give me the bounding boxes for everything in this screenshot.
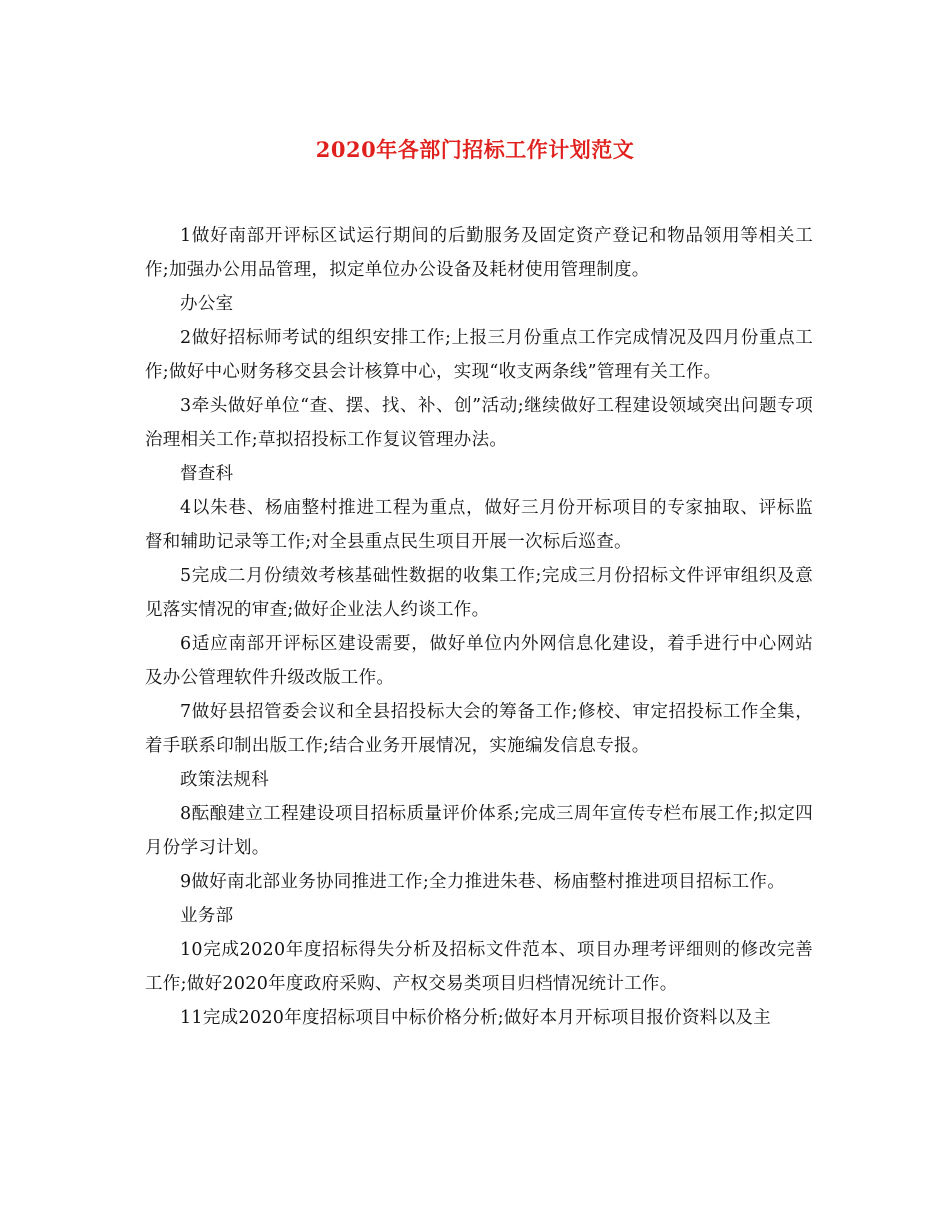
section-heading-policy: 政策法规科 — [180, 770, 269, 790]
document-title: 2020年各部门招标工作计划范文 — [315, 137, 635, 162]
document-body — [145, 219, 813, 1035]
paragraph-10: 10完成2020年度招标得失分析及招标文件范本、项目办理考评细则的修改完善工作;做好2020年度政府采购、产权交易类项目归档情况统计工作。 — [145, 940, 813, 994]
paragraph-4: 4以朱巷、杨庙整村推进工程为重点，做好三月份开标项目的专家抽取、评标监督和辅助记录等工作;对全县重点民生项目开展一次标后巡查。 — [145, 498, 813, 552]
paragraph-8: 8酝酿建立工程建设项目招标质量评价体系;完成三周年宣传专栏布展工作;拟定四月份学习计划。 — [145, 804, 813, 858]
paragraph-2: 2做好招标师考试的组织安排工作;上报三月份重点工作完成情况及四月份重点工作;做好中心财务移交县会计核算中心，实现“收支两条线”管理有关工作。 — [145, 328, 813, 382]
paragraph-9: 9做好南北部业务协同推进工作;全力推进朱巷、杨庙整村推进项目招标工作。 — [180, 872, 786, 892]
section-heading-inspection: 督查科 — [180, 464, 234, 484]
paragraph-3: 3牵头做好单位“查、摆、找、补、创”活动;继续做好工程建设领域突出问题专项治理相关工作;草拟招投标工作复议管理办法。 — [145, 396, 813, 450]
paragraph-1: 1做好南部开评标区试运行期间的后勤服务及固定资产登记和物品领用等相关工作;加强办公用品管理，拟定单位办公设备及耗材使用管理制度。 — [145, 226, 813, 280]
paragraph-6: 6适应南部开评标区建设需要，做好单位内外网信息化建设，着手进行中心网站及办公管理软件升级改版工作。 — [145, 634, 813, 688]
paragraph-5: 5完成二月份绩效考核基础性数据的收集工作;完成三月份招标文件评审组织及意见落实情况的审查;做好企业法人约谈工作。 — [145, 566, 813, 620]
paragraph-11: 11完成2020年度招标项目中标价格分析;做好本月开标项目报价资料以及主 — [180, 1008, 771, 1028]
paragraph-7: 7做好县招管委会议和全县招投标大会的筹备工作;修校、审定招投标工作全集，着手联系印制出版工作;结合业务开展情况，实施编发信息专报。 — [145, 702, 813, 756]
section-heading-business: 业务部 — [180, 906, 234, 926]
section-heading-office: 办公室 — [180, 294, 234, 314]
